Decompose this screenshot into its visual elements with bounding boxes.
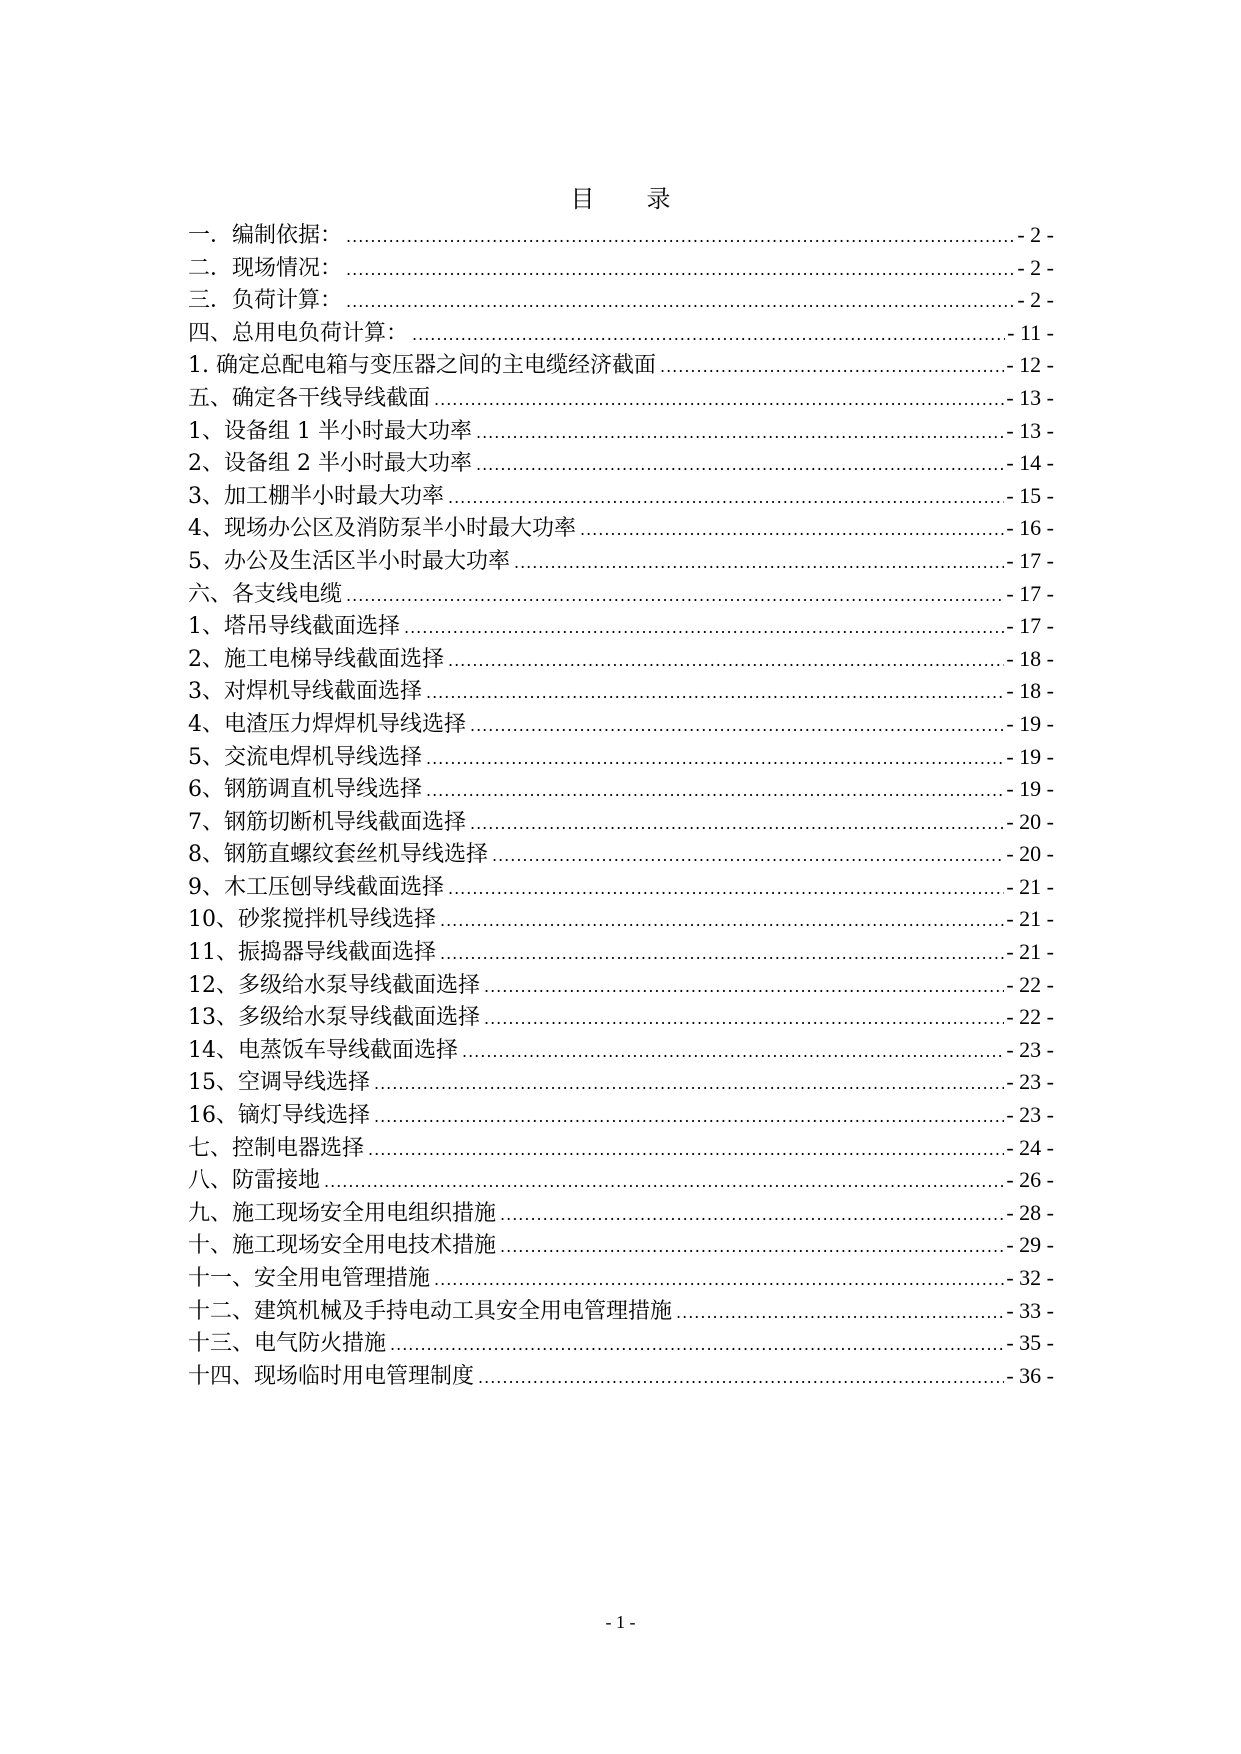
toc-entry[interactable] <box>188 610 1054 643</box>
toc-dot-leader <box>476 417 1004 450</box>
toc-entry-label: 九、施工现场安全用电组织措施 <box>188 1200 497 1226</box>
toc-entry-label: 十一、安全用电管理措施 <box>188 1266 431 1291</box>
toc-dot-leader <box>500 1231 1004 1264</box>
toc-entry-label: 一．编制依据： <box>188 223 343 248</box>
toc-entry[interactable] <box>188 741 1054 774</box>
toc-entry-label: 七、控制电器选择 <box>188 1135 365 1161</box>
toc-entry-label: 16、镝灯导线选择 <box>188 1103 370 1129</box>
toc-dot-leader <box>368 1134 1004 1167</box>
toc-entry-label: 1、塔吊导线截面选择 <box>188 614 400 640</box>
toc-entry[interactable] <box>188 1197 1054 1230</box>
toc-dot-leader <box>660 351 1004 384</box>
toc-entry-page: - 36 - <box>1006 1362 1054 1388</box>
toc-entry-label: 三．负荷计算： <box>188 288 343 314</box>
toc-entry-label: 4、电渣压力焊焊机导线选择 <box>188 711 466 737</box>
toc-entry[interactable] <box>188 1295 1054 1328</box>
toc-entry-label: 13、多级给水泵导线截面选择 <box>188 1005 480 1031</box>
toc-dot-leader <box>478 1362 1004 1395</box>
toc-entry[interactable] <box>188 317 1054 350</box>
toc-entry-label: 六、各支线电缆 <box>188 581 343 607</box>
toc-entry-page: - 23 - <box>1006 1069 1054 1095</box>
toc-entry[interactable] <box>188 578 1054 611</box>
toc-entry-page: - 22 - <box>1006 971 1054 997</box>
toc-dot-leader <box>470 710 1004 743</box>
toc-entry[interactable] <box>188 349 1054 382</box>
toc-entry-label: 十、施工现场安全用电技术措施 <box>188 1233 497 1259</box>
toc-entry-page: - 21 - <box>1006 939 1054 965</box>
toc-entry[interactable] <box>188 936 1054 969</box>
toc-entry-page: - 17 - <box>1006 613 1054 639</box>
toc-entry-page: - 18 - <box>1006 645 1054 671</box>
toc-dot-leader <box>484 1003 1004 1036</box>
toc-entry-page: - 26 - <box>1006 1167 1054 1193</box>
toc-entry-label: 12、多级给水泵导线截面选择 <box>188 972 480 998</box>
toc-entry-page: - 18 - <box>1006 678 1054 704</box>
toc-entry-page: - 29 - <box>1006 1232 1054 1258</box>
toc-dot-leader <box>492 840 1004 873</box>
toc-entry[interactable] <box>188 252 1054 285</box>
toc-dot-leader <box>580 514 1004 547</box>
toc-entry[interactable] <box>188 871 1054 904</box>
toc-dot-leader <box>374 1068 1004 1101</box>
toc-entry[interactable] <box>188 447 1054 480</box>
toc-entry-page: - 23 - <box>1006 1036 1054 1062</box>
toc-entry-label: 3、加工棚半小时最大功率 <box>188 483 444 509</box>
toc-entry[interactable] <box>188 382 1054 415</box>
toc-dot-leader <box>346 580 1004 613</box>
toc-entry[interactable] <box>188 1034 1054 1067</box>
toc-entry[interactable] <box>188 903 1054 936</box>
toc-entry[interactable] <box>188 1164 1054 1197</box>
toc-entry-page: - 19 - <box>1006 776 1054 802</box>
toc-entry-page: - 19 - <box>1006 710 1054 736</box>
toc-dot-leader <box>324 1166 1004 1199</box>
toc-entry-label: 4、现场办公区及消防泵半小时最大功率 <box>188 516 576 542</box>
toc-dot-leader <box>346 286 1015 319</box>
toc-entry-label: 四、总用电负荷计算： <box>188 320 409 346</box>
toc-dot-leader <box>390 1329 1004 1362</box>
toc-entry-label: 15、空调导线选择 <box>188 1070 370 1096</box>
toc-entry-page: - 2 - <box>1017 287 1054 313</box>
toc-entry-label: 11、振捣器导线截面选择 <box>188 940 436 966</box>
toc-entry-page: - 17 - <box>1006 580 1054 606</box>
toc-entry[interactable] <box>188 838 1054 871</box>
toc-entry[interactable] <box>188 1001 1054 1034</box>
toc-entry-page: - 28 - <box>1006 1199 1054 1225</box>
toc-entry[interactable] <box>188 708 1054 741</box>
toc-dot-leader <box>412 319 1005 352</box>
toc-dot-leader <box>346 254 1015 287</box>
toc-entry-page: - 21 - <box>1006 873 1054 899</box>
toc-entry-page: - 13 - <box>1006 384 1054 410</box>
toc-entry[interactable] <box>188 1229 1054 1262</box>
toc-entry-page: - 15 - <box>1006 482 1054 508</box>
toc-entry-page: - 21 - <box>1006 906 1054 932</box>
toc-dot-leader <box>470 808 1004 841</box>
toc-dot-leader <box>476 449 1004 482</box>
toc-entry-page: - 22 - <box>1006 1004 1054 1030</box>
toc-entry-label: 5、交流电焊机导线选择 <box>188 744 422 770</box>
toc-entry-page: - 2 - <box>1017 222 1054 247</box>
toc-title: 目录 <box>570 185 723 213</box>
toc-entry-page: - 32 - <box>1006 1265 1054 1290</box>
toc-dot-leader <box>514 547 1004 580</box>
toc-dot-leader <box>426 677 1004 710</box>
toc-dot-leader <box>448 873 1004 906</box>
toc-entry[interactable] <box>188 969 1054 1002</box>
toc-entry-page: - 20 - <box>1006 808 1054 834</box>
toc-entry-label: 5、办公及生活区半小时最大功率 <box>188 548 510 574</box>
toc-dot-leader <box>434 384 1004 417</box>
toc-dot-leader <box>462 1036 1004 1069</box>
toc-entry[interactable] <box>188 1262 1054 1295</box>
toc-entry-page: - 24 - <box>1006 1134 1054 1160</box>
toc-entry-label: 十三、电气防火措施 <box>188 1331 387 1357</box>
toc-dot-leader <box>676 1297 1004 1330</box>
toc-entry[interactable] <box>188 643 1054 676</box>
toc-entry[interactable] <box>188 480 1054 513</box>
toc-entry[interactable] <box>188 675 1054 708</box>
toc-entry-label: 十二、建筑机械及手持电动工具安全用电管理措施 <box>188 1298 673 1324</box>
toc-entry-page: - 35 - <box>1006 1330 1054 1356</box>
toc-entry-page: - 33 - <box>1006 1297 1054 1323</box>
toc-entry[interactable] <box>188 1132 1054 1165</box>
toc-entry-label: 7、钢筋切断机导线截面选择 <box>188 809 466 835</box>
toc-entry-label: 五、确定各干线导线截面 <box>188 385 431 411</box>
toc-dot-leader <box>404 612 1004 645</box>
toc-dot-leader <box>426 743 1004 776</box>
toc-dot-leader <box>448 482 1004 515</box>
toc-entry[interactable] <box>188 1327 1054 1360</box>
toc-entry-page: - 14 - <box>1006 450 1054 476</box>
toc-dot-leader <box>426 775 1004 808</box>
toc-entry-label: 八、防雷接地 <box>188 1168 321 1194</box>
toc-entry-label: 1、设备组 1 半小时最大功率 <box>188 418 472 444</box>
toc-entry-label: 10、砂浆搅拌机导线选择 <box>188 907 436 933</box>
toc-entry-page: - 2 - <box>1017 254 1054 280</box>
toc-entry[interactable] <box>188 545 1054 578</box>
toc-list <box>188 219 1054 1392</box>
toc-entry[interactable] <box>188 512 1054 545</box>
toc-entry-page: - 20 - <box>1006 841 1054 867</box>
toc-entry-label: 8、钢筋直螺纹套丝机导线选择 <box>188 842 488 868</box>
toc-dot-leader <box>440 938 1004 971</box>
toc-dot-leader <box>484 971 1004 1004</box>
toc-dot-leader <box>374 1101 1004 1134</box>
toc-entry-page: - 16 - <box>1006 515 1054 541</box>
toc-dot-leader <box>448 645 1004 678</box>
toc-entry-label: 9、木工压刨导线截面选择 <box>188 874 444 900</box>
toc-entry[interactable] <box>188 415 1054 448</box>
toc-entry-label: 6、钢筋调直机导线选择 <box>188 777 422 803</box>
toc-dot-leader <box>440 905 1004 938</box>
toc-entry-page: - 17 - <box>1006 547 1054 573</box>
toc-entry-label: 1. 确定总配电箱与变压器之间的主电缆经济截面 <box>188 353 656 379</box>
toc-entry-label: 2、设备组 2 半小时最大功率 <box>188 451 472 477</box>
toc-entry[interactable] <box>188 773 1054 806</box>
toc-entry-page: - 11 - <box>1007 319 1054 345</box>
toc-entry[interactable] <box>188 806 1054 839</box>
toc-dot-leader <box>434 1264 1004 1297</box>
page-number: - 1 - <box>605 1612 636 1632</box>
toc-entry-page: - 12 - <box>1006 352 1054 378</box>
toc-entry[interactable] <box>188 1099 1054 1132</box>
toc-entry[interactable] <box>188 1360 1054 1393</box>
toc-entry-label: 十四、现场临时用电管理制度 <box>188 1363 475 1389</box>
toc-entry[interactable] <box>188 219 1054 252</box>
toc-dot-leader <box>500 1199 1004 1232</box>
toc-entry[interactable] <box>188 1066 1054 1099</box>
toc-entry-label: 2、施工电梯导线截面选择 <box>188 646 444 672</box>
toc-entry[interactable] <box>188 284 1054 317</box>
toc-entry-label: 二．现场情况： <box>188 255 343 281</box>
toc-entry-page: - 19 - <box>1006 743 1054 769</box>
toc-entry-page: - 13 - <box>1006 417 1054 443</box>
toc-entry-label: 3、对焊机导线截面选择 <box>188 679 422 705</box>
toc-entry-page: - 23 - <box>1006 1102 1054 1128</box>
toc-dot-leader <box>346 221 1015 254</box>
toc-entry-label: 14、电蒸饭车导线截面选择 <box>188 1037 458 1063</box>
